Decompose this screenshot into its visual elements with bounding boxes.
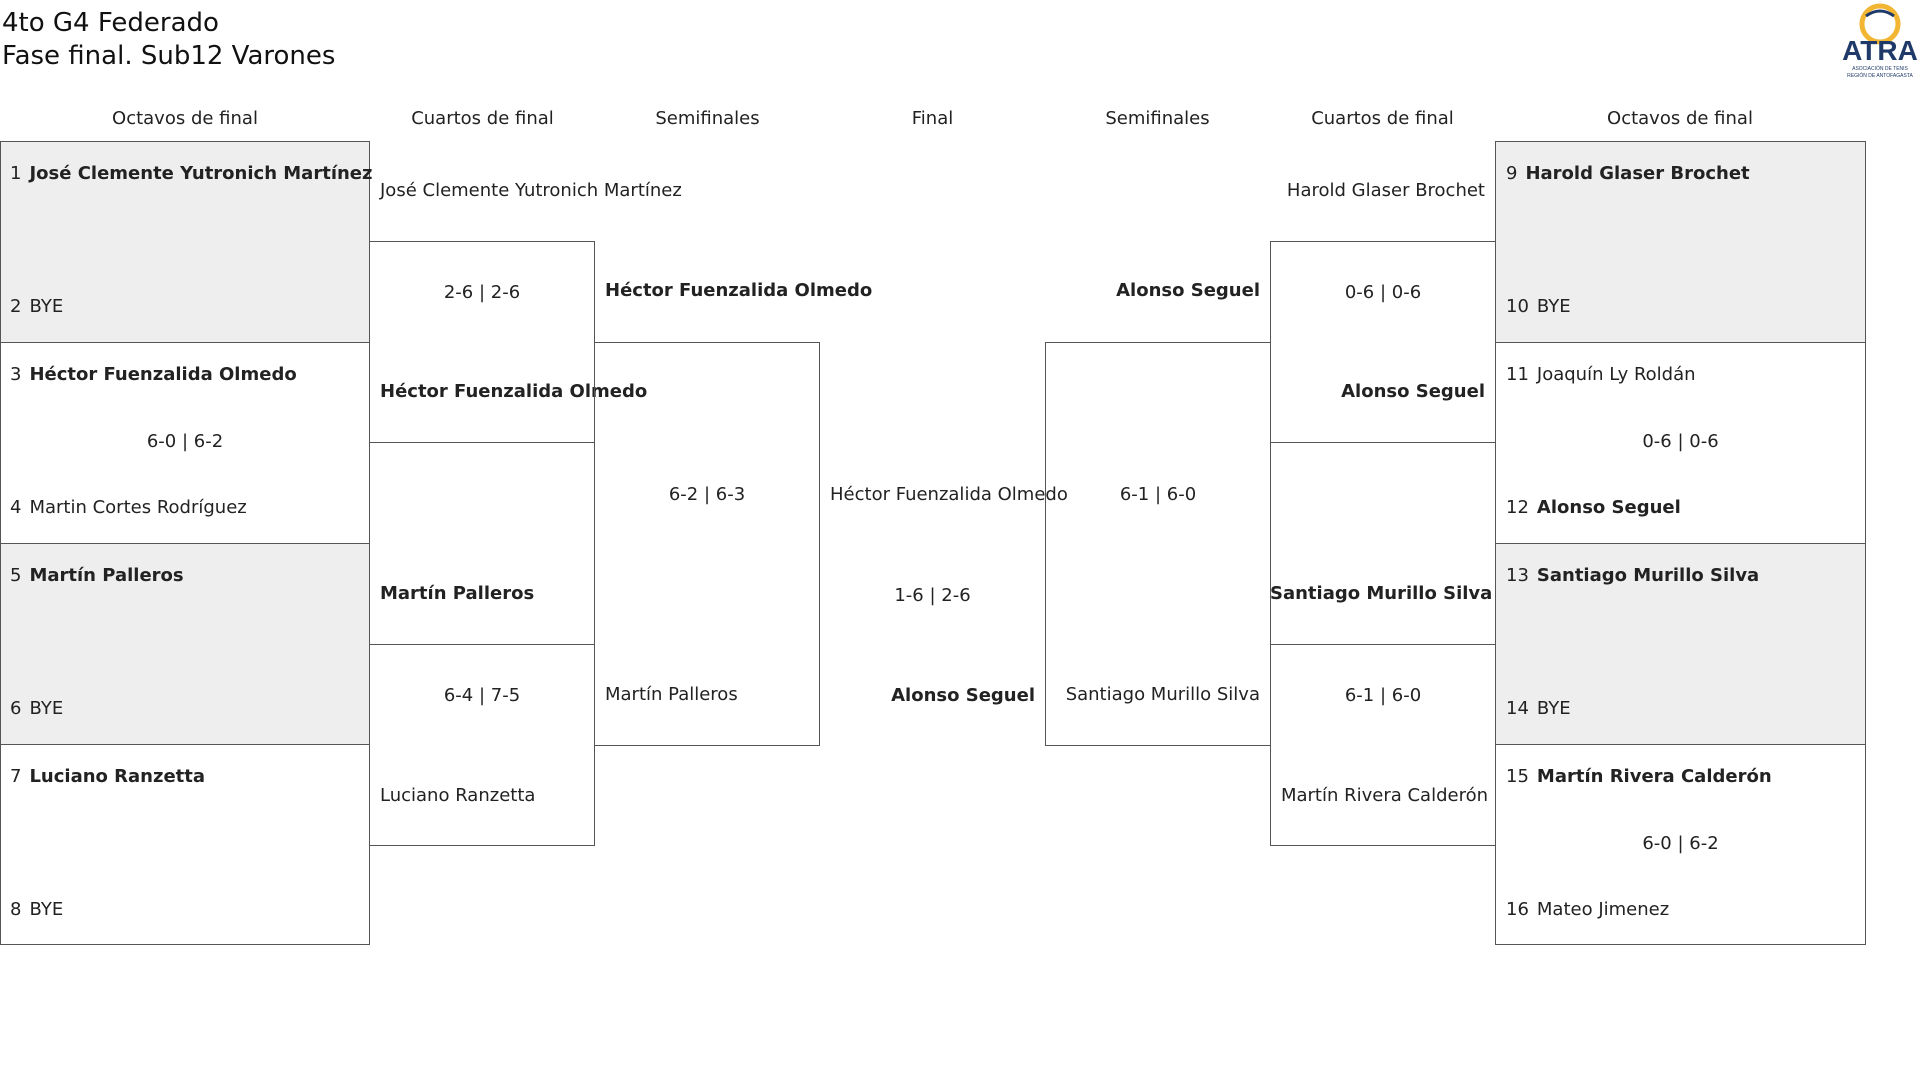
player-entry: 4 Martin Cortes Rodríguez <box>10 497 247 518</box>
header-left-sf: Semifinales <box>655 108 760 129</box>
qf-player: José Clemente Yutronich Martínez <box>380 180 682 201</box>
match-score: 0-6 | 0-6 <box>1642 431 1719 452</box>
match-box-right-qf-2 <box>1270 644 1496 846</box>
match-score: 6-0 | 6-2 <box>146 431 224 452</box>
qf-player: Martín Palleros <box>380 583 535 604</box>
match-score: 6-0 | 6-2 <box>1642 833 1719 854</box>
player-entry: 5 Martín Palleros <box>10 565 184 586</box>
final-player: Héctor Fuenzalida Olmedo <box>830 484 1068 505</box>
atra-logo <box>1842 2 1918 80</box>
qf-player: Santiago Murillo Silva <box>1270 583 1493 604</box>
player-entry: 2 BYE <box>10 296 64 317</box>
header-right-qf: Cuartos de final <box>1311 108 1454 129</box>
sf-player: Héctor Fuenzalida Olmedo <box>605 280 873 301</box>
player-entry: 16 Mateo Jimenez <box>1506 899 1670 920</box>
qf-player: Luciano Ranzetta <box>380 785 536 806</box>
qf-player: Martín Rivera Calderón <box>1280 785 1488 806</box>
match-score: 6-2 | 6-3 <box>668 484 746 505</box>
sf-player: Alonso Seguel <box>1116 280 1260 301</box>
final-player: Alonso Seguel <box>891 685 1035 706</box>
match-score: 6-1 | 6-0 <box>1119 484 1197 505</box>
player-entry: 11 Joaquín Ly Roldán <box>1506 364 1696 385</box>
match-score: 6-4 | 7-5 <box>443 685 521 706</box>
header-left-qf: Cuartos de final <box>411 108 554 129</box>
match-score: 0-6 | 0-6 <box>1344 282 1422 303</box>
player-entry: 3 Héctor Fuenzalida Olmedo <box>10 364 297 385</box>
player-entry: 8 BYE <box>10 899 64 920</box>
match-box-left-qf-2 <box>369 644 595 846</box>
player-entry: 12 Alonso Seguel <box>1506 497 1681 518</box>
qf-player: Héctor Fuenzalida Olmedo <box>380 381 648 402</box>
player-entry: 15 Martín Rivera Calderón <box>1506 766 1772 787</box>
qf-player: Harold Glaser Brochet <box>1286 180 1485 201</box>
player-entry: 9 Harold Glaser Brochet <box>1506 163 1750 184</box>
final-score: 1-6 | 2-6 <box>894 585 971 606</box>
player-entry: 6 BYE <box>10 698 64 719</box>
player-entry: 13 Santiago Murillo Silva <box>1506 565 1760 586</box>
header-left-r16: Octavos de final <box>112 108 258 129</box>
match-box-right-qf-1 <box>1270 241 1496 443</box>
sf-player: Santiago Murillo Silva <box>1065 684 1260 705</box>
match-score: 6-1 | 6-0 <box>1344 685 1422 706</box>
match-score: 2-6 | 2-6 <box>443 282 521 303</box>
svg-text:REGIÓN DE ANTOFAGASTA: REGIÓN DE ANTOFAGASTA <box>1847 73 1913 79</box>
player-entry: 7 Luciano Ranzetta <box>10 766 206 787</box>
player-entry: 14 BYE <box>1506 698 1571 719</box>
svg-text:ATRA: ATRA <box>1842 35 1918 66</box>
qf-player: Alonso Seguel <box>1341 381 1485 402</box>
header-right-r16: Octavos de final <box>1607 108 1753 129</box>
header-final: Final <box>911 108 954 129</box>
player-entry: 10 BYE <box>1506 296 1571 317</box>
svg-text:ASOCIACIÓN DE TENIS: ASOCIACIÓN DE TENIS <box>1852 66 1908 72</box>
player-entry: 1 José Clemente Yutronich Martínez <box>10 163 373 184</box>
sf-player: Martín Palleros <box>605 684 738 705</box>
page-subtitle: Fase final. Sub12 Varones <box>2 41 336 71</box>
match-box-left-qf-1 <box>369 241 648 443</box>
page-title: 4to G4 Federado <box>2 8 219 38</box>
header-right-sf: Semifinales <box>1105 108 1210 129</box>
